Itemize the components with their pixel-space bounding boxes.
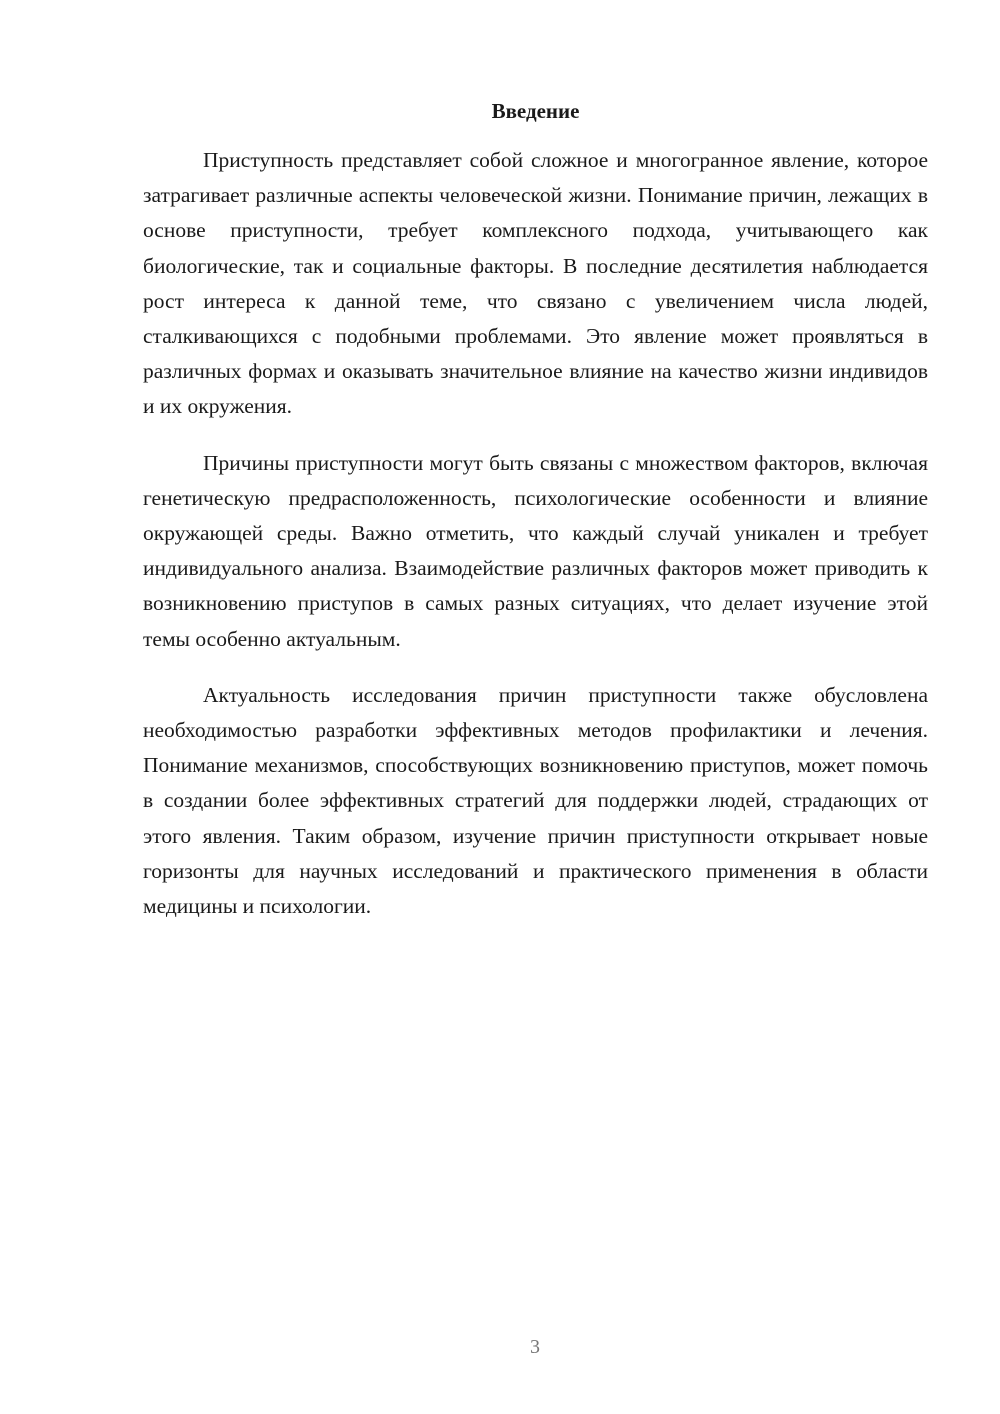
paragraph-3: Актуальность исследования причин приступности также обусловлена необходимостью разработки эффективных методов профилактики и лечения. Понимание механизмов, способствующих возникновению приступов, может помочь в создании более эффективных стратегий для поддержки людей, страдающих от этого явления. Таким образом, изучение причин приступности открывает новые горизонты для научных исследований и практического применения в области медицины и психологии. (143, 682, 928, 919)
body-text (143, 143, 928, 945)
page-number: 3 (530, 1336, 540, 1358)
paragraph-1: Приступность представляет собой сложное и многогранное явление, которое затрагивает различные аспекты человеческой жизни. Понимание причин, лежащих в основе приступности, требует комплексного подхода, учитывающего как биологические, так и социальные факторы. В последние десятилетия наблюдается рост интереса к данной теме, что связано с увеличением числа людей, сталкивающихся с подобными проблемами. Это явление может проявляться в различных формах и оказывать значительное влияние на качество жизни индивидов и их окружения. (143, 148, 928, 419)
section-title: Введение (491, 99, 580, 123)
paragraph-2: Причины приступности могут быть связаны с множеством факторов, включая генетическую предрасположенность, психологические особенности и влияние окружающей среды. Важно отметить, что каждый случай уникален и требует индивидуального анализа. Взаимодействие различных факторов может приводить к возникновению приступов в самых разных ситуациях, что делает изучение этой темы особенно актуальным. (143, 450, 928, 651)
